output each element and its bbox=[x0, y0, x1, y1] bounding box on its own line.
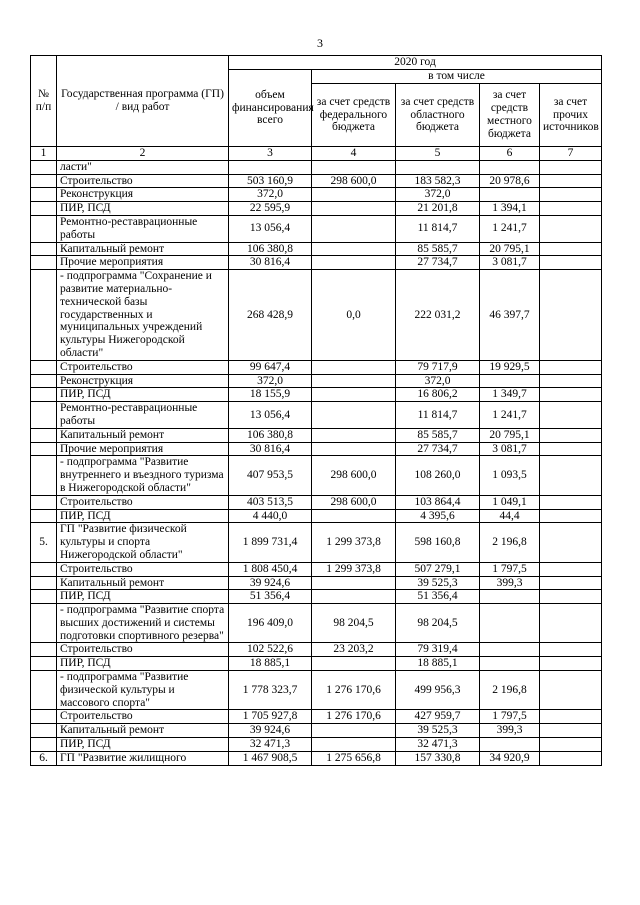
local-amount: 34 920,9 bbox=[480, 751, 540, 765]
federal-amount bbox=[312, 202, 396, 216]
col-index: 7 bbox=[540, 147, 602, 161]
other-amount bbox=[540, 215, 602, 242]
total-amount: 1 778 323,7 bbox=[229, 671, 312, 710]
other-amount bbox=[540, 604, 602, 643]
federal-amount bbox=[312, 215, 396, 242]
total-amount: 1 808 450,4 bbox=[229, 562, 312, 576]
federal-amount bbox=[312, 360, 396, 374]
federal-amount bbox=[312, 442, 396, 456]
row-number bbox=[31, 456, 57, 495]
table-row bbox=[31, 657, 602, 671]
work-type: Строительство bbox=[57, 495, 229, 509]
federal-amount: 1 299 373,8 bbox=[312, 523, 396, 562]
regional-amount: 372,0 bbox=[396, 374, 480, 388]
regional-amount: 32 471,3 bbox=[396, 738, 480, 752]
regional-amount: 27 734,7 bbox=[396, 442, 480, 456]
table-row bbox=[31, 174, 602, 188]
regional-amount bbox=[396, 160, 480, 174]
total-amount: 372,0 bbox=[229, 188, 312, 202]
total-amount: 196 409,0 bbox=[229, 604, 312, 643]
local-amount: 399,3 bbox=[480, 576, 540, 590]
federal-amount: 1 275 656,8 bbox=[312, 751, 396, 765]
federal-amount bbox=[312, 738, 396, 752]
total-amount: 4 440,0 bbox=[229, 509, 312, 523]
other-amount bbox=[540, 724, 602, 738]
table-row bbox=[31, 242, 602, 256]
work-type: ПИР, ПСД bbox=[57, 388, 229, 402]
table-row bbox=[31, 402, 602, 429]
regional-amount: 499 956,3 bbox=[396, 671, 480, 710]
table-row bbox=[31, 724, 602, 738]
other-amount bbox=[540, 388, 602, 402]
work-type: Капитальный ремонт bbox=[57, 242, 229, 256]
table-row bbox=[31, 256, 602, 270]
header-num: № п/п bbox=[31, 56, 57, 147]
federal-amount bbox=[312, 590, 396, 604]
table-row bbox=[31, 160, 602, 174]
work-type: Строительство bbox=[57, 643, 229, 657]
row-number bbox=[31, 643, 57, 657]
total-amount: 30 816,4 bbox=[229, 256, 312, 270]
row-number bbox=[31, 442, 57, 456]
work-type: ГП "Развитие жилищного bbox=[57, 751, 229, 765]
table-row bbox=[31, 456, 602, 495]
page-number: 3 bbox=[317, 36, 323, 50]
work-type: Реконструкция bbox=[57, 374, 229, 388]
table-row bbox=[31, 604, 602, 643]
table-row bbox=[31, 509, 602, 523]
header-local: за счет средств местного бюджета bbox=[480, 84, 540, 147]
local-amount: 20 795,1 bbox=[480, 242, 540, 256]
total-amount: 372,0 bbox=[229, 374, 312, 388]
table-row bbox=[31, 576, 602, 590]
regional-amount: 79 319,4 bbox=[396, 643, 480, 657]
federal-amount: 23 203,2 bbox=[312, 643, 396, 657]
other-amount bbox=[540, 576, 602, 590]
local-amount: 1 241,7 bbox=[480, 215, 540, 242]
col-index: 3 bbox=[229, 147, 312, 161]
work-type: Строительство bbox=[57, 174, 229, 188]
header-including: в том числе bbox=[312, 70, 602, 84]
other-amount bbox=[540, 495, 602, 509]
work-type: - подпрограмма "Развитие внутреннего и въездного туризма в Нижегородской области" bbox=[57, 456, 229, 495]
work-type: - подпрограмма "Развитие физической культуры и массового спорта" bbox=[57, 671, 229, 710]
work-type: - подпрограмма "Сохранение и развитие материально-технической базы государственных и муниципальных учреждений культуры Нижегородской области" bbox=[57, 270, 229, 361]
local-amount: 19 929,5 bbox=[480, 360, 540, 374]
total-amount: 18 885,1 bbox=[229, 657, 312, 671]
row-number bbox=[31, 710, 57, 724]
federal-amount bbox=[312, 388, 396, 402]
regional-amount: 27 734,7 bbox=[396, 256, 480, 270]
row-number bbox=[31, 590, 57, 604]
other-amount bbox=[540, 456, 602, 495]
federal-amount: 298 600,0 bbox=[312, 174, 396, 188]
other-amount bbox=[540, 188, 602, 202]
other-amount bbox=[540, 657, 602, 671]
federal-amount bbox=[312, 428, 396, 442]
work-type: Строительство bbox=[57, 360, 229, 374]
row-number bbox=[31, 562, 57, 576]
federal-amount bbox=[312, 657, 396, 671]
work-type: Строительство bbox=[57, 710, 229, 724]
row-number bbox=[31, 242, 57, 256]
total-amount: 106 380,8 bbox=[229, 428, 312, 442]
row-number bbox=[31, 671, 57, 710]
other-amount bbox=[540, 360, 602, 374]
federal-amount: 298 600,0 bbox=[312, 456, 396, 495]
regional-amount: 18 885,1 bbox=[396, 657, 480, 671]
row-number bbox=[31, 374, 57, 388]
col-index: 4 bbox=[312, 147, 396, 161]
regional-amount: 372,0 bbox=[396, 188, 480, 202]
other-amount bbox=[540, 402, 602, 429]
federal-amount bbox=[312, 576, 396, 590]
total-amount: 13 056,4 bbox=[229, 402, 312, 429]
table-row bbox=[31, 562, 602, 576]
row-number bbox=[31, 215, 57, 242]
local-amount bbox=[480, 604, 540, 643]
header-year: 2020 год bbox=[229, 56, 602, 70]
financing-table bbox=[30, 55, 602, 766]
table-row bbox=[31, 442, 602, 456]
work-type: Ремонтно-реставрационные работы bbox=[57, 215, 229, 242]
other-amount bbox=[540, 562, 602, 576]
row-number bbox=[31, 428, 57, 442]
row-number bbox=[31, 202, 57, 216]
row-number bbox=[31, 604, 57, 643]
federal-amount: 1 299 373,8 bbox=[312, 562, 396, 576]
row-number bbox=[31, 509, 57, 523]
total-amount: 13 056,4 bbox=[229, 215, 312, 242]
col-index: 2 bbox=[57, 147, 229, 161]
regional-amount: 157 330,8 bbox=[396, 751, 480, 765]
row-number: 5. bbox=[31, 523, 57, 562]
regional-amount: 51 356,4 bbox=[396, 590, 480, 604]
other-amount bbox=[540, 256, 602, 270]
local-amount bbox=[480, 643, 540, 657]
table-row bbox=[31, 738, 602, 752]
other-amount bbox=[540, 590, 602, 604]
other-amount bbox=[540, 242, 602, 256]
table-row bbox=[31, 428, 602, 442]
work-type: ПИР, ПСД bbox=[57, 202, 229, 216]
row-number bbox=[31, 724, 57, 738]
federal-amount: 98 204,5 bbox=[312, 604, 396, 643]
work-type: Ремонтно-реставрационные работы bbox=[57, 402, 229, 429]
other-amount bbox=[540, 671, 602, 710]
federal-amount: 0,0 bbox=[312, 270, 396, 361]
header-regional: за счет средств областного бюджета bbox=[396, 84, 480, 147]
row-number bbox=[31, 256, 57, 270]
table-row bbox=[31, 495, 602, 509]
total-amount: 1 705 927,8 bbox=[229, 710, 312, 724]
federal-amount bbox=[312, 256, 396, 270]
total-amount: 18 155,9 bbox=[229, 388, 312, 402]
federal-amount bbox=[312, 160, 396, 174]
table-row bbox=[31, 671, 602, 710]
regional-amount: 183 582,3 bbox=[396, 174, 480, 188]
col-index: 1 bbox=[31, 147, 57, 161]
total-amount: 403 513,5 bbox=[229, 495, 312, 509]
local-amount: 399,3 bbox=[480, 724, 540, 738]
regional-amount: 427 959,7 bbox=[396, 710, 480, 724]
local-amount: 1 349,7 bbox=[480, 388, 540, 402]
regional-amount: 11 814,7 bbox=[396, 402, 480, 429]
regional-amount: 79 717,9 bbox=[396, 360, 480, 374]
local-amount: 1 241,7 bbox=[480, 402, 540, 429]
regional-amount: 598 160,8 bbox=[396, 523, 480, 562]
other-amount bbox=[540, 710, 602, 724]
row-number: 6. bbox=[31, 751, 57, 765]
work-type: ПИР, ПСД bbox=[57, 738, 229, 752]
total-amount: 39 924,6 bbox=[229, 576, 312, 590]
local-amount: 3 081,7 bbox=[480, 256, 540, 270]
column-index-row bbox=[31, 147, 602, 161]
total-amount: 503 160,9 bbox=[229, 174, 312, 188]
row-number bbox=[31, 495, 57, 509]
local-amount: 20 795,1 bbox=[480, 428, 540, 442]
work-type: Строительство bbox=[57, 562, 229, 576]
federal-amount bbox=[312, 509, 396, 523]
other-amount bbox=[540, 738, 602, 752]
total-amount: 102 522,6 bbox=[229, 643, 312, 657]
other-amount bbox=[540, 509, 602, 523]
other-amount bbox=[540, 374, 602, 388]
regional-amount: 16 806,2 bbox=[396, 388, 480, 402]
federal-amount: 1 276 170,6 bbox=[312, 671, 396, 710]
table-row bbox=[31, 215, 602, 242]
local-amount: 20 978,6 bbox=[480, 174, 540, 188]
total-amount: 1 899 731,4 bbox=[229, 523, 312, 562]
work-type: ПИР, ПСД bbox=[57, 657, 229, 671]
table-row bbox=[31, 202, 602, 216]
table-row bbox=[31, 374, 602, 388]
work-type: ласти" bbox=[57, 160, 229, 174]
regional-amount: 39 525,3 bbox=[396, 724, 480, 738]
local-amount bbox=[480, 738, 540, 752]
local-amount bbox=[480, 160, 540, 174]
header-total: объем финансирования всего bbox=[229, 70, 312, 147]
regional-amount: 507 279,1 bbox=[396, 562, 480, 576]
regional-amount: 85 585,7 bbox=[396, 242, 480, 256]
federal-amount bbox=[312, 724, 396, 738]
total-amount: 106 380,8 bbox=[229, 242, 312, 256]
federal-amount bbox=[312, 374, 396, 388]
table-row bbox=[31, 388, 602, 402]
other-amount bbox=[540, 174, 602, 188]
federal-amount bbox=[312, 242, 396, 256]
federal-amount bbox=[312, 188, 396, 202]
work-type: Прочие мероприятия bbox=[57, 442, 229, 456]
local-amount bbox=[480, 374, 540, 388]
row-number bbox=[31, 188, 57, 202]
total-amount: 39 924,6 bbox=[229, 724, 312, 738]
work-type: Прочие мероприятия bbox=[57, 256, 229, 270]
local-amount: 2 196,8 bbox=[480, 523, 540, 562]
row-number bbox=[31, 174, 57, 188]
row-number bbox=[31, 160, 57, 174]
other-amount bbox=[540, 643, 602, 657]
row-number bbox=[31, 576, 57, 590]
table-row bbox=[31, 523, 602, 562]
regional-amount: 98 204,5 bbox=[396, 604, 480, 643]
header-program: Государственная программа (ГП) / вид работ bbox=[57, 56, 229, 147]
other-amount bbox=[540, 751, 602, 765]
local-amount: 1 093,5 bbox=[480, 456, 540, 495]
table-row bbox=[31, 188, 602, 202]
other-amount bbox=[540, 270, 602, 361]
col-index: 5 bbox=[396, 147, 480, 161]
work-type: Капитальный ремонт bbox=[57, 576, 229, 590]
total-amount: 22 595,9 bbox=[229, 202, 312, 216]
regional-amount: 11 814,7 bbox=[396, 215, 480, 242]
work-type: - подпрограмма "Развитие спорта высших достижений и системы подготовки спортивного резерва" bbox=[57, 604, 229, 643]
total-amount: 1 467 908,5 bbox=[229, 751, 312, 765]
row-number bbox=[31, 270, 57, 361]
total-amount bbox=[229, 160, 312, 174]
total-amount: 32 471,3 bbox=[229, 738, 312, 752]
federal-amount: 298 600,0 bbox=[312, 495, 396, 509]
local-amount: 1 797,5 bbox=[480, 562, 540, 576]
other-amount bbox=[540, 428, 602, 442]
local-amount bbox=[480, 590, 540, 604]
work-type: Реконструкция bbox=[57, 188, 229, 202]
table-body bbox=[31, 160, 602, 765]
work-type: Капитальный ремонт bbox=[57, 724, 229, 738]
row-number bbox=[31, 402, 57, 429]
row-number bbox=[31, 738, 57, 752]
regional-amount: 21 201,8 bbox=[396, 202, 480, 216]
work-type: ПИР, ПСД bbox=[57, 509, 229, 523]
other-amount bbox=[540, 202, 602, 216]
federal-amount bbox=[312, 402, 396, 429]
total-amount: 30 816,4 bbox=[229, 442, 312, 456]
local-amount: 1 394,1 bbox=[480, 202, 540, 216]
local-amount: 1 049,1 bbox=[480, 495, 540, 509]
other-amount bbox=[540, 523, 602, 562]
table-row bbox=[31, 270, 602, 361]
regional-amount: 85 585,7 bbox=[396, 428, 480, 442]
table-row bbox=[31, 643, 602, 657]
federal-amount: 1 276 170,6 bbox=[312, 710, 396, 724]
other-amount bbox=[540, 442, 602, 456]
work-type: ГП "Развитие физической культуры и спорта Нижегородской области" bbox=[57, 523, 229, 562]
table-row bbox=[31, 360, 602, 374]
header-other: за счет прочих источников bbox=[540, 84, 602, 147]
regional-amount: 103 864,4 bbox=[396, 495, 480, 509]
local-amount: 44,4 bbox=[480, 509, 540, 523]
table-row bbox=[31, 751, 602, 765]
work-type: Капитальный ремонт bbox=[57, 428, 229, 442]
col-index: 6 bbox=[480, 147, 540, 161]
local-amount: 1 797,5 bbox=[480, 710, 540, 724]
row-number bbox=[31, 360, 57, 374]
local-amount: 2 196,8 bbox=[480, 671, 540, 710]
regional-amount: 108 260,0 bbox=[396, 456, 480, 495]
header-federal: за счет средств федерального бюджета bbox=[312, 84, 396, 147]
table-row bbox=[31, 590, 602, 604]
total-amount: 99 647,4 bbox=[229, 360, 312, 374]
other-amount bbox=[540, 160, 602, 174]
work-type: ПИР, ПСД bbox=[57, 590, 229, 604]
regional-amount: 39 525,3 bbox=[396, 576, 480, 590]
total-amount: 51 356,4 bbox=[229, 590, 312, 604]
local-amount: 3 081,7 bbox=[480, 442, 540, 456]
total-amount: 407 953,5 bbox=[229, 456, 312, 495]
regional-amount: 4 395,6 bbox=[396, 509, 480, 523]
row-number bbox=[31, 388, 57, 402]
row-number bbox=[31, 657, 57, 671]
local-amount bbox=[480, 188, 540, 202]
table-row bbox=[31, 710, 602, 724]
regional-amount: 222 031,2 bbox=[396, 270, 480, 361]
total-amount: 268 428,9 bbox=[229, 270, 312, 361]
local-amount bbox=[480, 657, 540, 671]
local-amount: 46 397,7 bbox=[480, 270, 540, 361]
